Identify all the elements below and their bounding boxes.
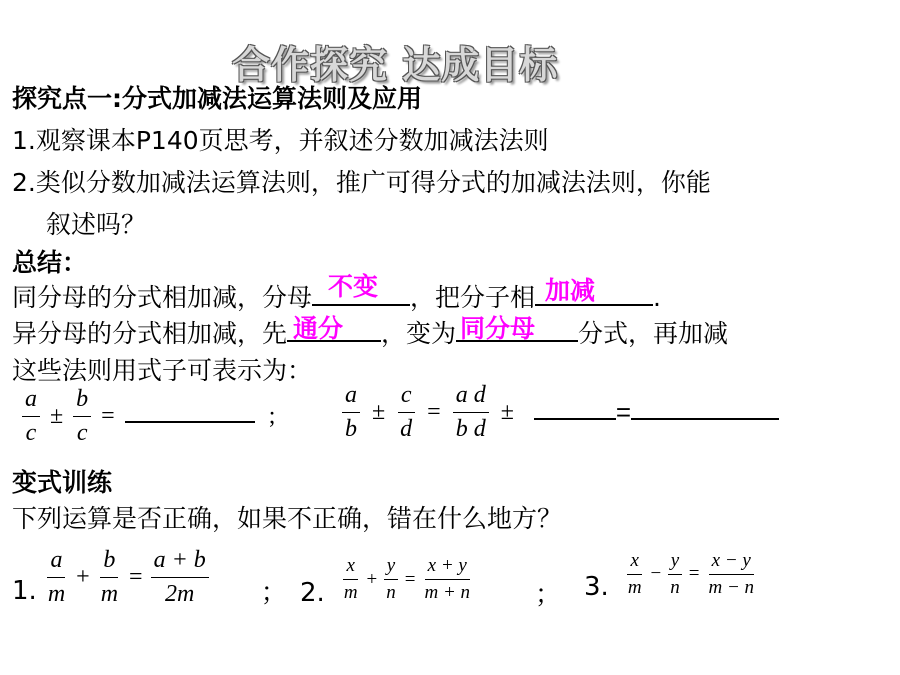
separator: ； bbox=[535, 580, 562, 610]
denominator: m bbox=[627, 576, 642, 598]
separator: ； bbox=[260, 578, 287, 608]
denominator: b bbox=[345, 416, 357, 442]
numerator: a bbox=[342, 382, 360, 413]
summary-line-2 bbox=[12, 314, 729, 349]
denominator: c bbox=[76, 420, 88, 446]
fraction bbox=[98, 547, 121, 608]
summary-line-1 bbox=[12, 272, 661, 313]
equals-sign: = bbox=[404, 568, 416, 590]
denominator: m bbox=[100, 581, 119, 607]
answer-unchanged: 不变 bbox=[328, 272, 379, 301]
numerator: a d bbox=[453, 382, 489, 413]
numerator: x bbox=[627, 550, 641, 575]
equals-sign: = bbox=[129, 564, 143, 590]
denominator: m bbox=[343, 582, 358, 603]
summary-line-2-text-b: ，变为 bbox=[381, 319, 457, 348]
plus-minus-sign: ± bbox=[50, 403, 64, 429]
summary-line-3: 这些法则用式子可表示为： bbox=[12, 356, 313, 385]
equals-sign: = bbox=[688, 563, 700, 584]
numerator: a bbox=[22, 386, 40, 417]
denominator: d bbox=[400, 416, 413, 442]
numerator: a + b bbox=[151, 547, 209, 578]
equals-sign: = bbox=[427, 399, 441, 425]
fraction bbox=[383, 555, 399, 604]
blank-denominator bbox=[312, 272, 410, 313]
item-label: 3. bbox=[584, 572, 609, 602]
denominator: c bbox=[25, 420, 37, 446]
answer-common-denominator: 通分 bbox=[293, 314, 344, 343]
question-2-line-1: 2.类似分数加减法运算法则，推广可得分式的加减法法则，你能 bbox=[12, 168, 711, 197]
practice-item-1 bbox=[12, 546, 287, 609]
numerator: y bbox=[384, 555, 398, 580]
denominator: n bbox=[670, 576, 680, 598]
fraction bbox=[453, 382, 489, 443]
answer-blank bbox=[125, 411, 255, 423]
summary-line-2-text-c: 分式，再加减 bbox=[578, 319, 729, 348]
numerator: x bbox=[343, 555, 357, 580]
numerator: c bbox=[398, 382, 415, 413]
fraction bbox=[667, 550, 683, 599]
practice-item-3 bbox=[584, 546, 757, 602]
fraction bbox=[22, 386, 40, 447]
numerator: b bbox=[73, 386, 91, 417]
denominator: 2m bbox=[165, 581, 195, 607]
formula-same-denominator bbox=[22, 386, 275, 447]
fraction bbox=[73, 386, 91, 447]
separator: ; bbox=[268, 403, 276, 429]
numerator: y bbox=[668, 550, 682, 575]
numerator: x + y bbox=[425, 555, 470, 580]
numerator: b bbox=[100, 547, 118, 578]
fraction bbox=[151, 547, 209, 608]
fraction bbox=[421, 555, 473, 604]
fraction bbox=[341, 555, 361, 604]
summary-line-1-text-a: 同分母的分式相加减，分母 bbox=[12, 283, 313, 312]
equals-sign: = bbox=[615, 397, 632, 427]
practice-question: 下列运算是否正确，如果不正确，错在什么地方？ bbox=[12, 504, 563, 533]
plus-sign: + bbox=[76, 564, 90, 590]
plus-minus-sign: ± bbox=[500, 399, 514, 425]
answer-blank bbox=[534, 406, 616, 420]
equals-sign: = bbox=[101, 403, 115, 429]
minus-sign: − bbox=[650, 563, 662, 584]
page-title: 合作探究 达成目标 bbox=[232, 43, 559, 87]
numerator: a bbox=[47, 547, 65, 578]
summary-line-2-text-a: 异分母的分式相加减，先 bbox=[12, 319, 288, 348]
numerator: x − y bbox=[709, 550, 754, 575]
section-heading: 探究点一:分式加减法运算法则及应用 bbox=[12, 84, 422, 113]
summary-line-1-text-b: ，把分子相 bbox=[410, 283, 536, 312]
fraction bbox=[397, 382, 415, 443]
summary-heading: 总结： bbox=[12, 248, 88, 277]
formula-different-denominator bbox=[342, 382, 779, 443]
answer-add-subtract: 加减 bbox=[545, 276, 596, 305]
practice-heading: 变式训练 bbox=[12, 468, 113, 497]
denominator: b d bbox=[455, 416, 486, 442]
denominator: m − n bbox=[708, 576, 755, 598]
answer-blank bbox=[631, 406, 779, 420]
fraction bbox=[705, 550, 757, 599]
denominator: m bbox=[47, 581, 66, 607]
item-label: 2. bbox=[300, 577, 325, 608]
plus-sign: + bbox=[366, 568, 378, 590]
practice-item-2 bbox=[300, 548, 561, 611]
answer-same-denominator: 同分母 bbox=[460, 314, 536, 343]
plus-minus-sign: ± bbox=[372, 399, 386, 425]
blank-become bbox=[456, 314, 578, 349]
denominator: m + n bbox=[424, 582, 471, 603]
blank-first-step bbox=[287, 314, 381, 349]
summary-line-1-end: . bbox=[653, 283, 661, 312]
denominator: n bbox=[386, 582, 396, 603]
question-2-line-2: 叙述吗？ bbox=[46, 210, 147, 239]
fraction bbox=[342, 382, 360, 443]
question-1: 1.观察课本P140页思考，并叙述分数加减法法则 bbox=[12, 126, 549, 155]
fraction bbox=[45, 547, 68, 608]
blank-numerator-op bbox=[535, 276, 653, 313]
fraction bbox=[625, 550, 645, 599]
item-label: 1. bbox=[12, 575, 37, 606]
